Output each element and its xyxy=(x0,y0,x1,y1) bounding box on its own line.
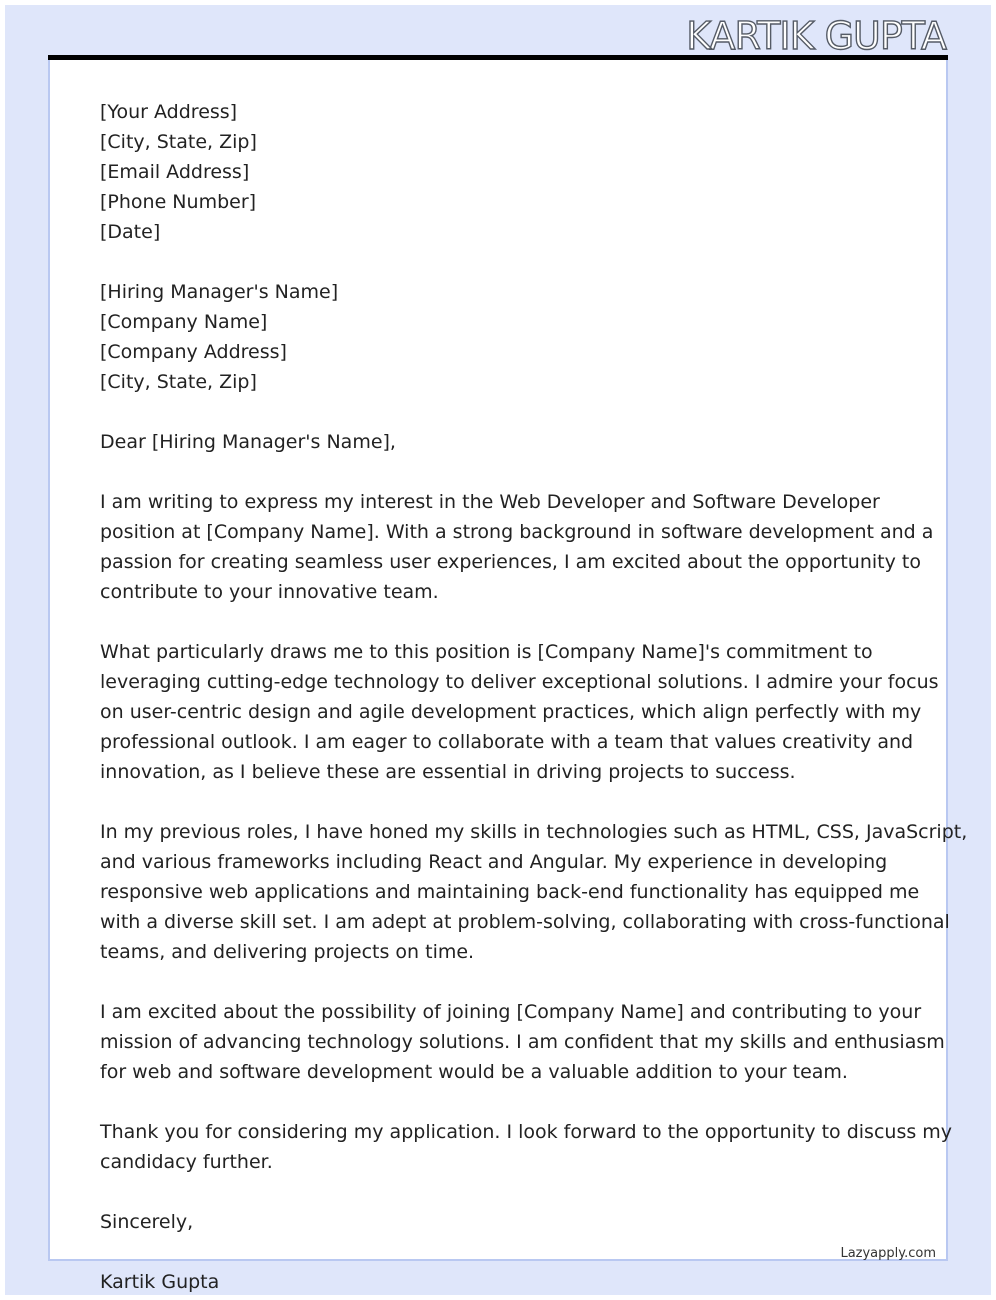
paragraph-company-fit xyxy=(100,637,939,787)
paragraph-line: Thank you for considering my application. I look forward to the opportunity to discuss my xyxy=(100,1121,953,1143)
recipient-company: [Company Name] xyxy=(100,311,268,333)
paragraph-line: mission of advancing technology solutions. I am confident that my skills and enthusiasm xyxy=(100,1031,945,1053)
paragraph-line: What particularly draws me to this position is [Company Name]'s commitment to xyxy=(100,641,873,663)
header-name: KARTIK GUPTA xyxy=(686,14,946,58)
paragraph-line: leveraging cutting-edge technology to deliver exceptional solutions. I admire your focus xyxy=(100,671,939,693)
paragraph-line: candidacy further. xyxy=(100,1151,273,1173)
recipient-address: [Company Address] xyxy=(100,341,287,363)
paragraph-line: with a diverse skill set. I am adept at problem-solving, collaborating with cross-functional xyxy=(100,911,950,933)
paragraph-line: I am excited about the possibility of joining [Company Name] and contributing to your xyxy=(100,1001,922,1023)
paragraph-interest xyxy=(100,487,934,607)
salutation xyxy=(100,427,900,457)
letter-date: [Date] xyxy=(100,221,161,243)
paragraph-line: contribute to your innovative team. xyxy=(100,581,439,603)
paragraph-line: professional outlook. I am eager to collaborate with a team that values creativity and xyxy=(100,731,914,753)
recipient-address-block xyxy=(100,277,900,397)
paragraph-line: innovation, as I believe these are essential in driving projects to success. xyxy=(100,761,796,783)
paragraph-thanks xyxy=(100,1117,953,1177)
letter-body xyxy=(100,97,968,1267)
paragraph-line: teams, and delivering projects on time. xyxy=(100,941,475,963)
paragraph-line: passion for creating seamless user experiences, I am excited about the opportunity to xyxy=(100,551,921,573)
paragraph-line: responsive web applications and maintaining back-end functionality has equipped me xyxy=(100,881,920,903)
salutation-text: Dear [Hiring Manager's Name], xyxy=(100,431,396,453)
signature-name: Kartik Gupta xyxy=(100,1271,220,1293)
closing-text: Sincerely, xyxy=(100,1211,194,1233)
paragraph-line: and various frameworks including React and Angular. My experience in developing xyxy=(100,851,888,873)
paragraph-line: for web and software development would be a valuable addition to your team. xyxy=(100,1061,848,1083)
sender-email: [Email Address] xyxy=(100,161,250,183)
recipient-name: [Hiring Manager's Name] xyxy=(100,281,339,303)
paragraph-line: on user-centric design and agile development practices, which align perfectly with my xyxy=(100,701,922,723)
sender-phone: [Phone Number] xyxy=(100,191,257,213)
paragraph-line: I am writing to express my interest in the Web Developer and Software Developer xyxy=(100,491,880,513)
sender-address-block xyxy=(100,97,900,247)
closing xyxy=(100,1207,900,1237)
paragraph-experience xyxy=(100,817,968,967)
sender-city-state-zip: [City, State, Zip] xyxy=(100,131,257,153)
sender-address: [Your Address] xyxy=(100,101,238,123)
watermark: Lazyapply.com xyxy=(840,1246,936,1261)
paragraph-motivation xyxy=(100,997,945,1087)
recipient-city-state-zip: [City, State, Zip] xyxy=(100,371,257,393)
paragraph-line: position at [Company Name]. With a strong background in software development and a xyxy=(100,521,934,543)
paragraph-line: In my previous roles, I have honed my skills in technologies such as HTML, CSS, JavaScript, xyxy=(100,821,968,843)
